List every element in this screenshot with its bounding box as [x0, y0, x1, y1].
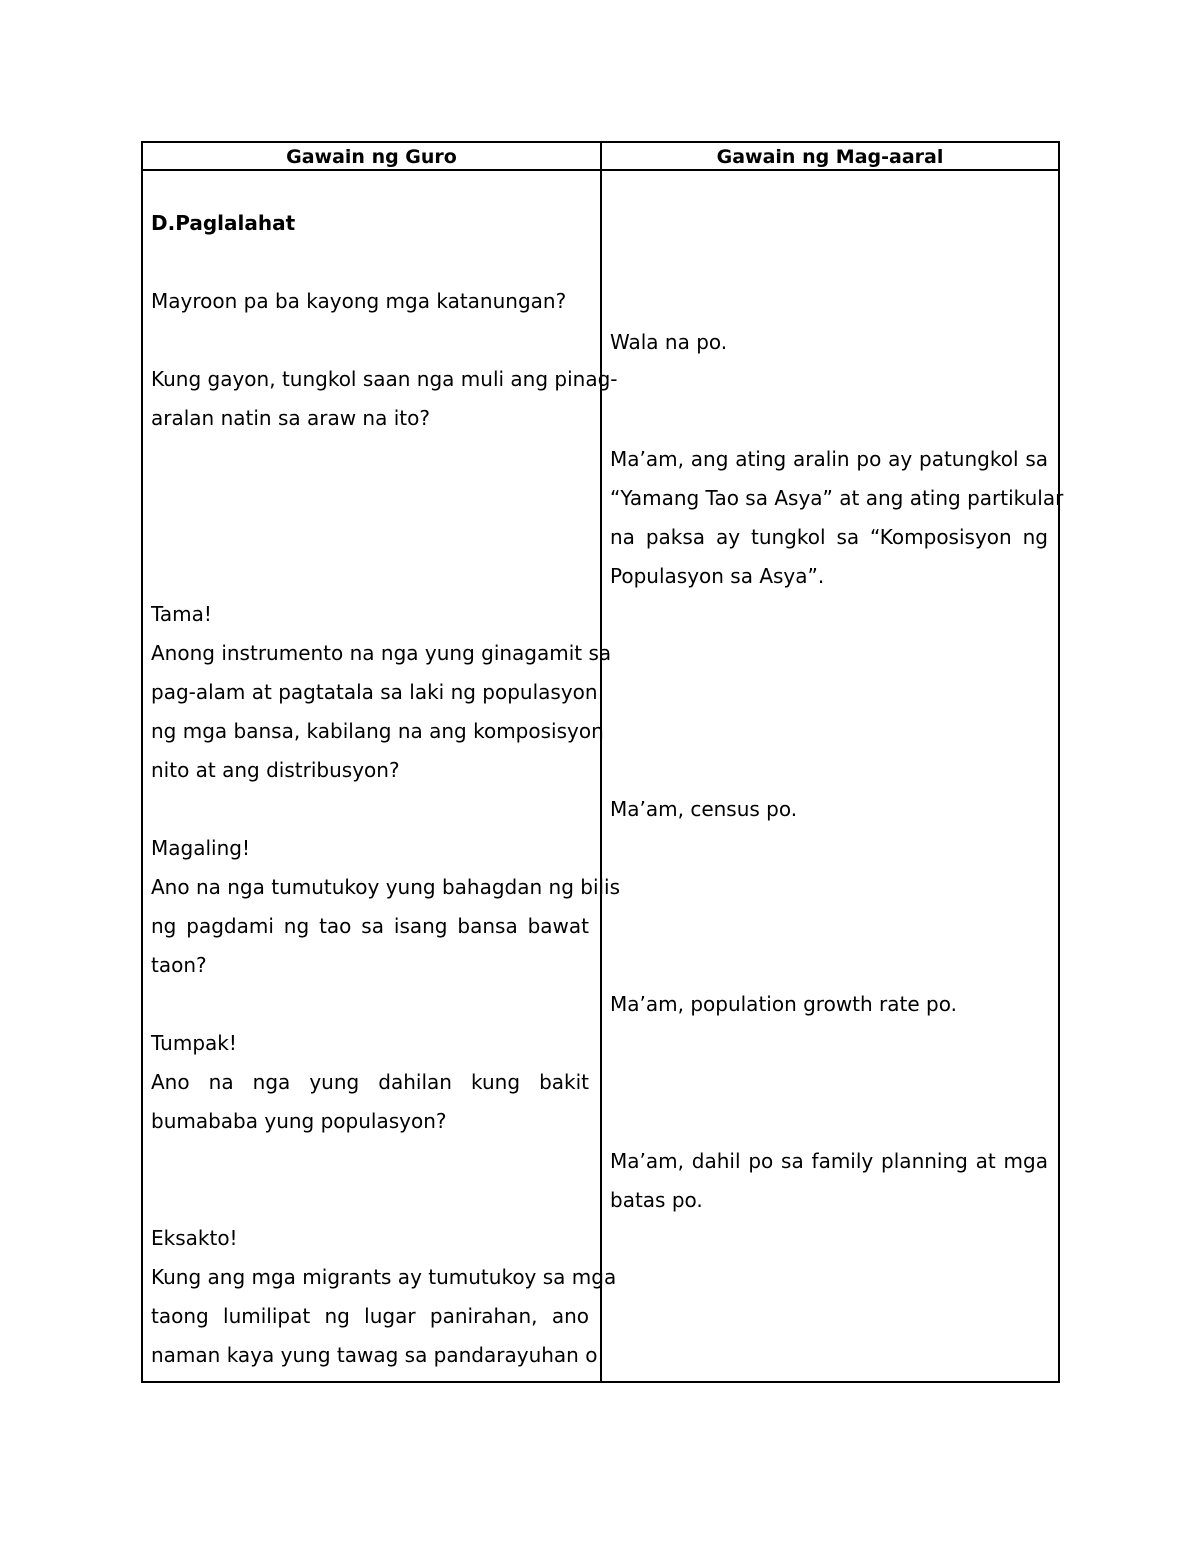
teacher-line: taon?	[151, 953, 207, 977]
teacher-line: Ano na nga tumutukoy yung bahagdan ng bilis	[151, 875, 621, 899]
student-line: Populasyon sa Asya”.	[610, 564, 825, 588]
teacher-line: Kung ang mga migrants ay tumutukoy sa mga	[151, 1265, 617, 1289]
student-line: batas po.	[610, 1188, 703, 1212]
teacher-line: bumababa yung populasyon?	[151, 1109, 447, 1133]
teacher-line: pag-alam at pagtatala sa laki ng populasyon	[151, 680, 598, 704]
teacher-line: Ano na nga yung dahilan kung bakit	[151, 1070, 589, 1094]
teacher-line: taong lumilipat ng lugar panirahan, ano	[151, 1304, 589, 1328]
teacher-column	[151, 171, 621, 1381]
teacher-line: ng mga bansa, kabilang na ang komposisyon	[151, 719, 604, 743]
section-title: D.Paglalahat	[151, 211, 296, 235]
teacher-line: Magaling!	[151, 836, 250, 860]
teacher-line: Kung gayon, tungkol saan nga muli ang pinag-	[151, 367, 618, 391]
teacher-line: Eksakto!	[151, 1226, 238, 1250]
student-line: Wala na po.	[610, 330, 728, 354]
student-line: na paksa ay tungkol sa “Komposisyon ng	[610, 525, 1048, 549]
teacher-line: Tama!	[151, 602, 212, 626]
student-line: Ma’am, census po.	[610, 797, 798, 821]
student-column	[610, 171, 1064, 1381]
teacher-line: aralan natin sa araw na ito?	[151, 406, 430, 430]
lesson-table	[141, 141, 1064, 1383]
student-line: Ma’am, dahil po sa family planning at mga	[610, 1149, 1048, 1173]
teacher-line: Anong instrumento na nga yung ginagamit sa	[151, 641, 612, 665]
column-divider	[600, 143, 602, 1381]
header-student-activity: Gawain ng Mag-aaral	[716, 146, 944, 168]
student-line: “Yamang Tao sa Asya” at ang ating partikular	[610, 486, 1064, 510]
student-line: Ma’am, population growth rate po.	[610, 992, 957, 1016]
teacher-line: Tumpak!	[151, 1031, 237, 1055]
header-teacher-activity: Gawain ng Guro	[286, 146, 457, 168]
student-line: Ma’am, ang ating aralin po ay patungkol sa	[610, 447, 1048, 471]
teacher-line: ng pagdami ng tao sa isang bansa bawat	[151, 914, 589, 938]
teacher-line: naman kaya yung tawag sa pandarayuhan o	[151, 1343, 598, 1367]
teacher-line: nito at ang distribusyon?	[151, 758, 400, 782]
teacher-line: Mayroon pa ba kayong mga katanungan?	[151, 289, 567, 313]
